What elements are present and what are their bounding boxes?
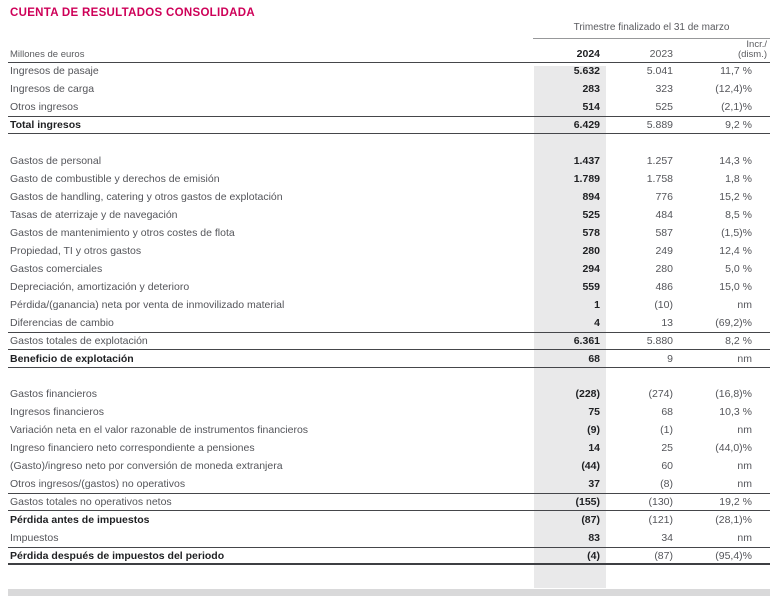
value-2024: 37 xyxy=(588,478,600,490)
incr-label-line2: (dism.) xyxy=(737,49,767,60)
row-label: Gastos de mantenimiento y otros costes de flota xyxy=(10,227,235,239)
row-label: Pérdida antes de impuestos xyxy=(10,514,150,526)
value-2023: 776 xyxy=(655,191,673,203)
value-incr-dism: 19,2 % xyxy=(719,496,752,508)
column-header-2024: 2024 xyxy=(576,48,600,60)
row-label: Total ingresos xyxy=(10,119,81,131)
table-row xyxy=(8,62,770,80)
row-label: Gasto de combustible y derechos de emisión xyxy=(10,173,220,185)
table-row xyxy=(8,457,770,475)
value-2023: 484 xyxy=(655,209,673,221)
value-incr-dism: 8,2 % xyxy=(725,335,752,347)
value-2023: 34 xyxy=(661,532,673,544)
table-row xyxy=(8,116,770,134)
value-2023: 25 xyxy=(661,442,673,454)
value-incr-dism: (2,1)% xyxy=(721,101,752,113)
page-title: CUENTA DE RESULTADOS CONSOLIDADA xyxy=(10,7,255,19)
value-incr-dism: (28,1)% xyxy=(715,514,752,526)
unit-label: Millones de euros xyxy=(10,49,85,60)
table-row xyxy=(8,80,770,98)
value-2023: (10) xyxy=(654,299,673,311)
value-2023: 5.880 xyxy=(646,335,673,347)
value-2023: 1.758 xyxy=(646,173,673,185)
value-2023: 1.257 xyxy=(646,155,673,167)
table-column-headers xyxy=(8,40,770,63)
value-2024: (44) xyxy=(581,460,600,472)
value-2023: (274) xyxy=(648,388,673,400)
row-label: Pérdida después de impuestos del periodo xyxy=(10,549,225,562)
value-2024: 283 xyxy=(582,83,600,95)
value-incr-dism: 15,2 % xyxy=(719,191,752,203)
table-row xyxy=(8,314,770,332)
table-row xyxy=(8,511,770,529)
value-2023: 13 xyxy=(661,317,673,329)
table-row xyxy=(8,547,770,565)
row-label: Otros ingresos/(gastos) no operativos xyxy=(10,478,186,490)
table-row xyxy=(8,332,770,350)
table-row xyxy=(8,385,770,403)
value-2024: 1.437 xyxy=(573,155,600,167)
value-incr-dism: nm xyxy=(737,299,752,311)
value-2024: 5.632 xyxy=(573,65,600,77)
value-2024: 294 xyxy=(582,263,600,275)
table-row xyxy=(8,350,770,368)
value-2023: 60 xyxy=(661,460,673,472)
incr-label-line1: Incr./ xyxy=(746,39,767,50)
table-row xyxy=(8,224,770,242)
value-incr-dism: 11,7 % xyxy=(720,65,752,77)
value-2024: 525 xyxy=(582,209,600,221)
row-label: Gastos de personal xyxy=(10,155,102,167)
row-label: (Gasto)/ingreso neto por conversión de moneda extranjera xyxy=(10,460,283,472)
row-label: Tasas de aterrizaje y de navegación xyxy=(10,209,178,221)
value-2024: 894 xyxy=(582,191,600,203)
table-row xyxy=(8,242,770,260)
value-incr-dism: nm xyxy=(737,478,752,490)
row-label: Ingresos de carga xyxy=(10,83,95,95)
table-row xyxy=(8,493,770,511)
value-2024: 83 xyxy=(588,532,600,544)
value-2023: 587 xyxy=(655,227,673,239)
value-2023: 280 xyxy=(655,263,673,275)
value-2023: 68 xyxy=(661,406,673,418)
value-2023: 9 xyxy=(667,352,673,365)
value-2024: 1 xyxy=(594,299,600,311)
table-row xyxy=(8,278,770,296)
section-gap xyxy=(8,134,770,152)
value-2024: (9) xyxy=(587,424,600,436)
column-header-incr-dism xyxy=(673,40,770,62)
value-2024: (4) xyxy=(587,549,600,562)
table-row xyxy=(8,98,770,116)
value-incr-dism: nm xyxy=(737,532,752,544)
table-row xyxy=(8,188,770,206)
row-label: Gastos de handling, catering y otros gastos de explotación xyxy=(10,191,283,203)
value-2024: (87) xyxy=(581,514,600,526)
table-row xyxy=(8,403,770,421)
value-incr-dism: 5,0 % xyxy=(725,263,752,275)
row-label: Otros ingresos xyxy=(10,101,79,113)
value-2024: 6.429 xyxy=(573,119,600,131)
value-2023: (8) xyxy=(660,478,673,490)
value-incr-dism: (95,4)% xyxy=(715,549,752,562)
value-incr-dism: 12,4 % xyxy=(719,245,752,257)
table-row xyxy=(8,529,770,547)
value-2023: 5.889 xyxy=(646,119,673,131)
row-label: Gastos totales no operativos netos xyxy=(10,496,172,508)
table-row xyxy=(8,260,770,278)
value-2023: 5.041 xyxy=(646,65,673,77)
value-2023: (130) xyxy=(648,496,673,508)
section-gap xyxy=(8,368,770,385)
value-incr-dism: nm xyxy=(737,424,752,436)
row-label: Impuestos xyxy=(10,532,59,544)
value-2024: 280 xyxy=(582,245,600,257)
table-rows xyxy=(8,62,770,565)
row-label: Beneficio de explotación xyxy=(10,352,134,365)
value-incr-dism: nm xyxy=(737,460,752,472)
value-2023: 525 xyxy=(655,101,673,113)
value-incr-dism: 1,8 % xyxy=(725,173,752,185)
row-label: Gastos comerciales xyxy=(10,263,103,275)
value-2024: (228) xyxy=(575,388,600,400)
row-label: Variación neta en el valor razonable de instrumentos financieros xyxy=(10,424,309,436)
value-2024: 75 xyxy=(588,406,600,418)
value-incr-dism: (44,0)% xyxy=(715,442,752,454)
row-label: Gastos financieros xyxy=(10,388,97,400)
value-2023: 249 xyxy=(655,245,673,257)
row-label: Gastos totales de explotación xyxy=(10,335,148,347)
value-2023: (121) xyxy=(648,514,673,526)
value-incr-dism: 14,3 % xyxy=(719,155,752,167)
table-row xyxy=(8,170,770,188)
value-2023: (87) xyxy=(654,549,673,562)
table-row xyxy=(8,421,770,439)
row-label: Pérdida/(ganancia) neta por venta de inmovilizado material xyxy=(10,299,285,311)
table-row xyxy=(8,439,770,457)
period-header: Trimestre finalizado el 31 de marzo xyxy=(533,22,770,39)
value-2023: 323 xyxy=(655,83,673,95)
value-2024: 14 xyxy=(588,442,600,454)
row-label: Ingresos de pasaje xyxy=(10,65,99,77)
value-2023: 486 xyxy=(655,281,673,293)
value-incr-dism: 9,2 % xyxy=(725,119,752,131)
value-incr-dism: (16,8)% xyxy=(715,388,752,400)
table-row xyxy=(8,206,770,224)
value-incr-dism: (1,5)% xyxy=(721,227,752,239)
row-label: Ingreso financiero neto correspondiente a pensiones xyxy=(10,442,255,454)
value-2024: 514 xyxy=(582,101,600,113)
value-2023: (1) xyxy=(660,424,673,436)
table-row xyxy=(8,475,770,493)
value-2024: 4 xyxy=(594,317,600,329)
value-incr-dism: (12,4)% xyxy=(715,83,752,95)
value-2024: 1.789 xyxy=(573,173,600,185)
value-incr-dism: nm xyxy=(737,352,752,365)
value-2024: (155) xyxy=(575,496,600,508)
value-incr-dism: 8,5 % xyxy=(725,209,752,221)
value-2024: 578 xyxy=(582,227,600,239)
row-label: Ingresos financieros xyxy=(10,406,104,418)
row-label: Diferencias de cambio xyxy=(10,317,114,329)
table-row xyxy=(8,296,770,314)
value-2024: 6.361 xyxy=(573,335,600,347)
value-2024: 68 xyxy=(588,352,600,365)
table-row xyxy=(8,152,770,170)
row-label: Propiedad, TI y otros gastos xyxy=(10,245,142,257)
column-header-2023: 2023 xyxy=(649,48,673,60)
row-label: Depreciación, amortización y deterioro xyxy=(10,281,190,293)
next-section-header-strip xyxy=(8,589,770,596)
value-incr-dism: 10,3 % xyxy=(719,406,752,418)
value-2024: 559 xyxy=(582,281,600,293)
value-incr-dism: (69,2)% xyxy=(715,317,752,329)
value-incr-dism: 15,0 % xyxy=(719,281,752,293)
